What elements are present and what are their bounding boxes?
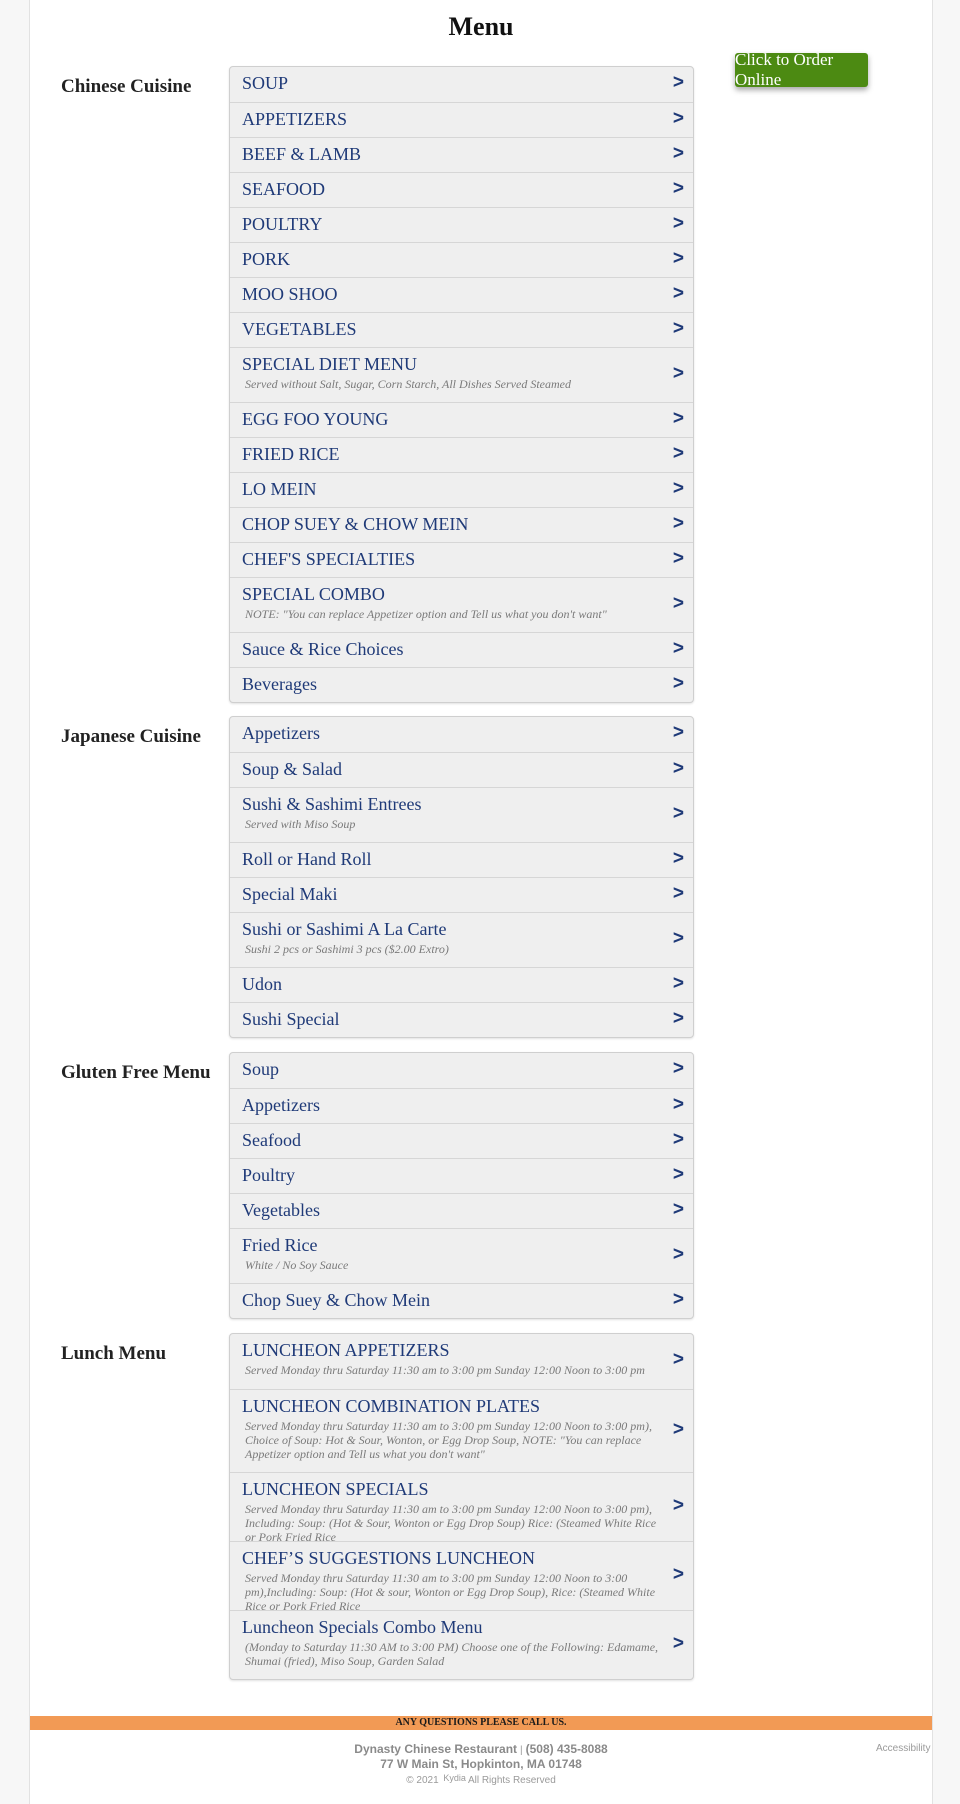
menu-item-label: Vegetables bbox=[242, 1200, 320, 1220]
chevron-right-icon: > bbox=[672, 547, 684, 569]
menu-item-label: LUNCHEON COMBINATION PLATES bbox=[242, 1396, 541, 1416]
menu-item-label: Poultry bbox=[242, 1165, 296, 1185]
menu-item-label: Sauce & Rice Choices bbox=[242, 639, 404, 659]
menu-item-label: Chop Suey & Chow Mein bbox=[242, 1290, 431, 1310]
menu-item-label: Seafood bbox=[242, 1130, 301, 1150]
menu-panel bbox=[229, 1333, 694, 1680]
menu-item-fried-rice[interactable] bbox=[230, 437, 693, 472]
chevron-right-icon: > bbox=[672, 71, 684, 93]
menu-item-chef-s-specialties[interactable] bbox=[230, 542, 693, 577]
menu-item-special-maki[interactable] bbox=[230, 877, 693, 912]
menu-item-chop-suey-chow-mein[interactable] bbox=[230, 507, 693, 542]
chevron-right-icon: > bbox=[672, 1563, 684, 1585]
chevron-right-icon: > bbox=[672, 672, 684, 694]
page-title: Menu bbox=[448, 12, 514, 41]
chevron-right-icon: > bbox=[672, 247, 684, 269]
chevron-right-icon: > bbox=[672, 1128, 684, 1150]
restaurant-address: 77 W Main St, Hopkinton, MA 01748 bbox=[380, 1757, 582, 1771]
page bbox=[29, 0, 933, 1804]
chevron-right-icon: > bbox=[672, 282, 684, 304]
menu-item-seafood[interactable] bbox=[230, 1123, 693, 1158]
menu-item-label: Special Maki bbox=[242, 884, 338, 904]
chevron-right-icon: > bbox=[672, 407, 684, 429]
menu-item-beef-lamb[interactable] bbox=[230, 137, 693, 172]
chevron-right-icon: > bbox=[672, 512, 684, 534]
menu-panel bbox=[229, 1052, 694, 1319]
menu-item-label: FRIED RICE bbox=[242, 444, 340, 464]
chevron-right-icon: > bbox=[672, 107, 684, 129]
menu-item-sauce-rice-choices[interactable] bbox=[230, 632, 693, 667]
chevron-right-icon: > bbox=[672, 477, 684, 499]
menu-item-label: SOUP bbox=[242, 73, 289, 93]
chevron-right-icon: > bbox=[672, 1163, 684, 1185]
brand-link[interactable]: Kydia bbox=[443, 1773, 466, 1783]
menu-item-description: Served Monday thru Saturday 11:30 am to 3:00 pm Sunday 12:00 Noon to 3:00 pm),Including: Soup: (Hot & sour, Wonton or Egg Drop Soup), Rice: (Steamed White Rice or Pork Fried Rice bbox=[245, 1571, 656, 1613]
menu-item-appetizers[interactable] bbox=[230, 717, 693, 752]
menu-item-label: POULTRY bbox=[242, 214, 323, 234]
menu-item-description: Served with Miso Soup bbox=[245, 817, 356, 831]
chevron-right-icon: > bbox=[672, 1494, 684, 1516]
menu-item-label: Beverages bbox=[242, 674, 317, 694]
menu-item-vegetables[interactable] bbox=[230, 1193, 693, 1228]
chevron-right-icon: > bbox=[672, 142, 684, 164]
chevron-right-icon: > bbox=[672, 972, 684, 994]
accessibility-link[interactable]: Accessibility bbox=[876, 1743, 931, 1754]
menu-item-label: Fried Rice bbox=[242, 1235, 318, 1255]
menu-item-label: APPETIZERS bbox=[242, 109, 348, 129]
menu-item-description: NOTE: "You can replace Appetizer option and Tell us what you don't want" bbox=[245, 607, 607, 621]
menu-item-label: SPECIAL DIET MENU bbox=[242, 354, 417, 374]
menu-item-label: LO MEIN bbox=[242, 479, 317, 499]
menu-item-label: Luncheon Specials Combo Menu bbox=[242, 1617, 483, 1637]
chevron-right-icon: > bbox=[672, 1057, 684, 1079]
copyright: © 2021 bbox=[406, 1775, 439, 1786]
section-title: Chinese Cuisine bbox=[61, 76, 192, 97]
menu-item-vegetables[interactable] bbox=[230, 312, 693, 347]
chevron-right-icon: > bbox=[672, 212, 684, 234]
menu-item-soup[interactable] bbox=[230, 1053, 693, 1088]
menu-item-lo-mein[interactable] bbox=[230, 472, 693, 507]
menu-panel bbox=[229, 66, 694, 703]
menu-item-label: Soup & Salad bbox=[242, 759, 343, 779]
chevron-right-icon: > bbox=[672, 721, 684, 743]
menu-item-description: Served without Salt, Sugar, Corn Starch, All Dishes Served Steamed bbox=[245, 377, 571, 391]
menu-item-label: Udon bbox=[242, 974, 282, 994]
order-online-button[interactable]: Click to Order Online bbox=[735, 53, 868, 87]
menu-item-luncheon-specials[interactable] bbox=[230, 1472, 693, 1544]
chevron-right-icon: > bbox=[672, 1243, 684, 1265]
menu-item-chop-suey-chow-mein[interactable] bbox=[230, 1283, 693, 1318]
menu-item-egg-foo-young[interactable] bbox=[230, 402, 693, 437]
chevron-right-icon: > bbox=[672, 1348, 684, 1370]
menu-item-sushi-or-sashimi-a-la-carte[interactable] bbox=[230, 912, 693, 967]
menu-item-label: PORK bbox=[242, 249, 291, 269]
section-title: Gluten Free Menu bbox=[61, 1062, 211, 1083]
restaurant-contact bbox=[30, 1742, 932, 1756]
menu-item-label: SEAFOOD bbox=[242, 179, 326, 199]
chevron-right-icon: > bbox=[672, 1418, 684, 1440]
chevron-right-icon: > bbox=[672, 592, 684, 614]
menu-item-label: LUNCHEON APPETIZERS bbox=[242, 1340, 450, 1360]
phone-link[interactable]: (508) 435-8088 bbox=[525, 1742, 608, 1756]
chevron-right-icon: > bbox=[672, 802, 684, 824]
menu-item-pork[interactable] bbox=[230, 242, 693, 277]
menu-item-label: VEGETABLES bbox=[242, 319, 357, 339]
menu-item-appetizers[interactable] bbox=[230, 1088, 693, 1123]
menu-item-label: CHEF’S SUGGESTIONS LUNCHEON bbox=[242, 1548, 536, 1568]
menu-item-beverages[interactable] bbox=[230, 667, 693, 702]
menu-item-label: BEEF & LAMB bbox=[242, 144, 362, 164]
chevron-right-icon: > bbox=[672, 1198, 684, 1220]
menu-item-label: Sushi or Sashimi A La Carte bbox=[242, 919, 447, 939]
section-title: Japanese Cuisine bbox=[61, 726, 201, 747]
rights-text: All Rights Reserved bbox=[467, 1775, 556, 1786]
menu-item-roll-or-hand-roll[interactable] bbox=[230, 842, 693, 877]
chevron-right-icon: > bbox=[672, 362, 684, 384]
menu-item-udon[interactable] bbox=[230, 967, 693, 1002]
menu-item-description: (Monday to Saturday 11:30 AM to 3:00 PM) Choose one of the Following: Edamame, Shumai (fried), Miso Soup, Garden Salad bbox=[245, 1640, 659, 1668]
section-title: Lunch Menu bbox=[61, 1343, 167, 1364]
chevron-right-icon: > bbox=[672, 1288, 684, 1310]
menu-item-fried-rice[interactable] bbox=[230, 1228, 693, 1283]
menu-item-description: White / No Soy Sauce bbox=[245, 1258, 349, 1272]
menu-item-sushi-special[interactable] bbox=[230, 1002, 693, 1037]
menu-item-label: LUNCHEON SPECIALS bbox=[242, 1479, 429, 1499]
menu-item-appetizers[interactable] bbox=[230, 102, 693, 137]
menu-item-label: Appetizers bbox=[242, 723, 320, 743]
restaurant-name: Dynasty Chinese Restaurant bbox=[354, 1742, 518, 1756]
menu-item-label: MOO SHOO bbox=[242, 284, 338, 304]
chevron-right-icon: > bbox=[672, 1093, 684, 1115]
copyright-line bbox=[30, 1773, 932, 1786]
menu-item-description: Served Monday thru Saturday 11:30 am to 3:00 pm Sunday 12:00 Noon to 3:00 pm), Choice of Soup: Hot & Sour, Wonton, or Egg Drop Soup, NOTE: "You can replace Appetizer option and Tell us what you don't want" bbox=[245, 1419, 652, 1461]
chevron-right-icon: > bbox=[672, 1007, 684, 1029]
menu-item-soup-salad[interactable] bbox=[230, 752, 693, 787]
chevron-right-icon: > bbox=[672, 927, 684, 949]
chevron-right-icon: > bbox=[672, 177, 684, 199]
menu-item-label: Roll or Hand Roll bbox=[242, 849, 372, 869]
menu-item-description: Served Monday thru Saturday 11:30 am to 3:00 pm Sunday 12:00 Noon to 3:00 pm), Including: Soup: (Hot & Sour, Wonton or Egg Drop Soup) Rice: (Steamed White Rice or Pork Fried Rice bbox=[245, 1502, 657, 1544]
separator: | bbox=[520, 1745, 523, 1756]
chevron-right-icon: > bbox=[672, 442, 684, 464]
menu-item-label: Appetizers bbox=[242, 1095, 320, 1115]
menu-item-seafood[interactable] bbox=[230, 172, 693, 207]
chevron-right-icon: > bbox=[672, 1632, 684, 1654]
menu-item-poultry[interactable] bbox=[230, 207, 693, 242]
chevron-right-icon: > bbox=[672, 317, 684, 339]
menu-item-label: CHOP SUEY & CHOW MEIN bbox=[242, 514, 469, 534]
menu-item-label: Sushi & Sashimi Entrees bbox=[242, 794, 422, 814]
menu-item-luncheon-specials-combo-menu[interactable] bbox=[230, 1610, 693, 1679]
menu-item-luncheon-combination-plates[interactable] bbox=[230, 1389, 693, 1472]
menu-item-label: SPECIAL COMBO bbox=[242, 584, 385, 604]
menu-item-soup[interactable] bbox=[230, 67, 693, 102]
menu-item-poultry[interactable] bbox=[230, 1158, 693, 1193]
chevron-right-icon: > bbox=[672, 637, 684, 659]
menu-item-luncheon-appetizers[interactable] bbox=[230, 1334, 693, 1389]
chevron-right-icon: > bbox=[672, 882, 684, 904]
menu-item-chef-s-suggestions-luncheon[interactable] bbox=[230, 1541, 693, 1613]
menu-item-label: CHEF'S SPECIALTIES bbox=[242, 549, 416, 569]
menu-item-moo-shoo[interactable] bbox=[230, 277, 693, 312]
menu-item-label: Soup bbox=[242, 1059, 280, 1079]
menu-item-special-combo[interactable] bbox=[230, 577, 693, 632]
chevron-right-icon: > bbox=[672, 757, 684, 779]
menu-item-description: Sushi 2 pcs or Sashimi 3 pcs ($2.00 Extro) bbox=[245, 942, 449, 956]
menu-item-description: Served Monday thru Saturday 11:30 am to 3:00 pm Sunday 12:00 Noon to 3:00 pm bbox=[245, 1363, 645, 1377]
call-us-banner: ANY QUESTIONS PLEASE CALL US. bbox=[30, 1716, 932, 1730]
menu-item-sushi-sashimi-entrees[interactable] bbox=[230, 787, 693, 842]
menu-item-label: Sushi Special bbox=[242, 1009, 340, 1029]
menu-item-special-diet-menu[interactable] bbox=[230, 347, 693, 402]
chevron-right-icon: > bbox=[672, 847, 684, 869]
menu-item-label: EGG FOO YOUNG bbox=[242, 409, 389, 429]
menu-panel bbox=[229, 716, 694, 1038]
